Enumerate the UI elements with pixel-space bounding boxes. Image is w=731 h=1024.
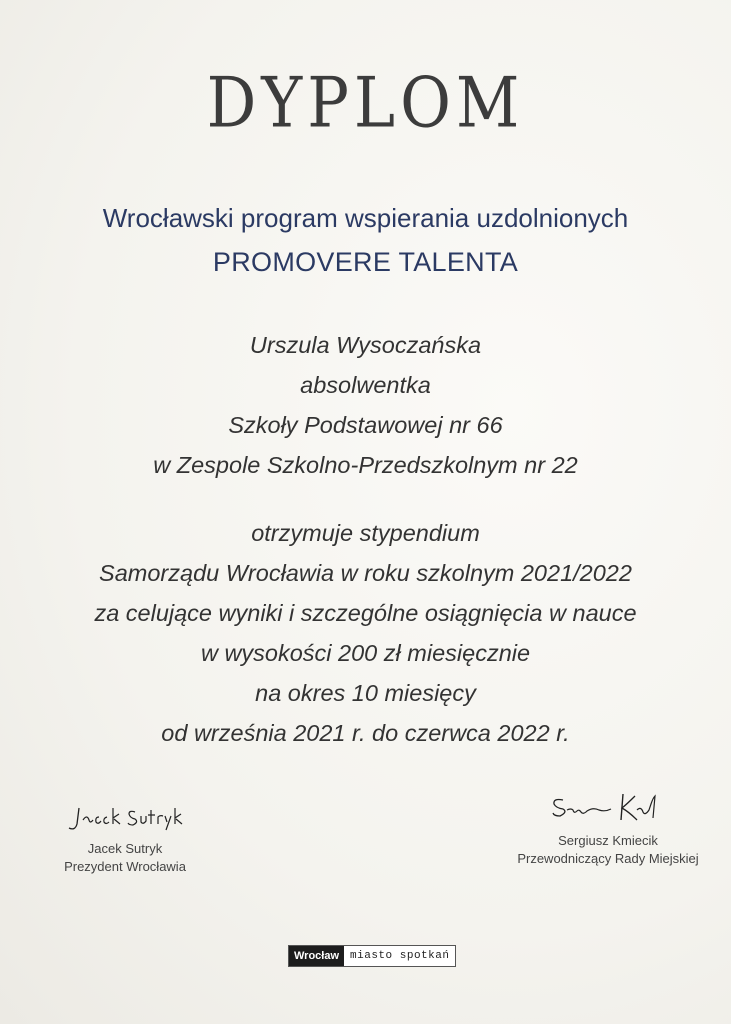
signatory-title-left: Prezydent Wrocławia xyxy=(64,859,186,874)
logo-slogan: miasto spotkań xyxy=(344,946,455,966)
award-line-6: od września 2021 r. do czerwca 2022 r. xyxy=(161,720,570,746)
award-line-1: otrzymuje stypendium xyxy=(251,520,480,546)
award-line-2: Samorządu Wrocławia w roku szkolnym 2021/2022 xyxy=(99,560,632,586)
signature-block-right xyxy=(488,790,728,868)
wroclaw-logo xyxy=(288,945,456,967)
signatory-name-left: Jacek Sutryk xyxy=(87,841,163,856)
signatory-title-right: Przewodniczący Rady Miejskiej xyxy=(517,851,699,866)
handwritten-signature-left xyxy=(65,800,185,834)
program-description: Wrocławski program wspierania uzdolnionych xyxy=(102,203,629,233)
recipient-school: Szkoły Podstawowej nr 66 xyxy=(228,412,503,438)
award-line-4: w wysokości 200 zł miesięcznie xyxy=(200,640,531,666)
award-line-5: na okres 10 miesięcy xyxy=(255,680,476,706)
handwritten-signature-right xyxy=(543,790,673,826)
diploma-title: DYPLOM xyxy=(206,61,525,144)
logo-city-name: Wrocław xyxy=(289,946,344,966)
program-heading xyxy=(0,196,731,284)
award-line-3: za celujące wyniki i szczególne osiągnięcia w nauce xyxy=(94,600,637,626)
signature-block-left xyxy=(40,800,210,876)
recipient-block xyxy=(0,325,731,485)
award-block xyxy=(0,513,731,753)
recipient-role: absolwentka xyxy=(300,372,431,398)
program-name: PROMOVERE TALENTA xyxy=(212,247,519,277)
recipient-name: Urszula Wysoczańska xyxy=(249,332,482,358)
recipient-school-complex: w Zespole Szkolno-Przedszkolnym nr 22 xyxy=(153,452,578,478)
signatory-name-right: Sergiusz Kmiecik xyxy=(558,833,658,848)
